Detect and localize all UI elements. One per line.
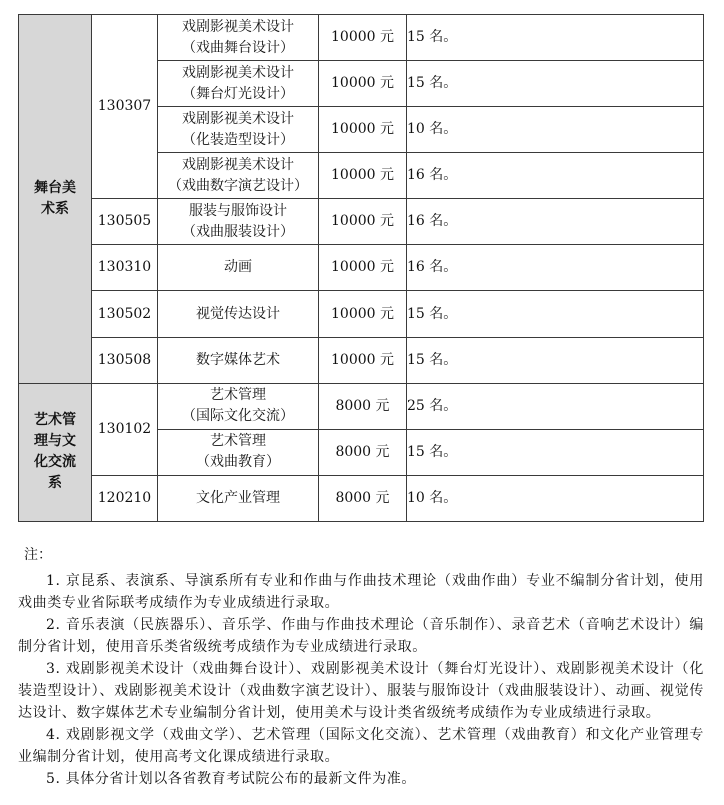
notes-title: 注： [24, 547, 52, 563]
major-name: 艺术管理 [210, 387, 266, 404]
major-name-cell [158, 107, 319, 153]
major-name-cell [158, 429, 319, 475]
major-code-cell: 130307 [92, 15, 158, 199]
note-item-4: 4. 戏剧影视文学（戏曲文学）、艺术管理（国际文化交流）、艺术管理（戏曲教育）和文化产业管理专业编制分省计划，使用高考文化课成绩进行录取。 [18, 727, 704, 765]
note-item-5: 5. 具体分省计划以各省教育考试院公布的最新文件为准。 [46, 771, 417, 787]
major-direction: （戏曲服装设计） [182, 223, 294, 240]
note-item-3: 3. 戏剧影视美术设计（戏曲舞台设计）、戏剧影视美术设计（舞台灯光设计）、戏剧影视美术设计（化装造型设计）、戏剧影视美术设计（戏曲数字演艺设计）、服装与服饰设计（戏曲服装设计）、动画、视觉传达设计、数字媒体艺术专业编制分省计划，使用美术与设计类省级统考成绩作为专业成绩进行录取。 [18, 661, 704, 721]
tuition-fee-cell: 10000 元 [319, 291, 407, 337]
enrollment-quota-cell: 10 名。 [407, 107, 704, 153]
enrollment-quota-cell: 15 名。 [407, 61, 704, 107]
tuition-fee-cell: 10000 元 [319, 61, 407, 107]
enrollment-quota-cell: 15 名。 [407, 291, 704, 337]
enrollment-quota-cell: 16 名。 [407, 199, 704, 245]
tuition-fee-cell: 8000 元 [319, 429, 407, 475]
major-direction: （戏曲数字演艺设计） [168, 177, 308, 194]
table-row [19, 475, 704, 521]
major-name-cell [158, 61, 319, 107]
department-cell [19, 383, 92, 521]
major-name-cell [158, 153, 319, 199]
tuition-fee-cell: 8000 元 [319, 475, 407, 521]
department-name: 艺术管理与文化交流系 [34, 412, 76, 492]
major-name-cell [158, 15, 319, 61]
enrollment-quota-cell: 10 名。 [407, 475, 704, 521]
table-row [19, 337, 704, 383]
major-name: 戏剧影视美术设计 [182, 156, 294, 173]
table-row [19, 245, 704, 291]
major-name: 数字媒体艺术 [196, 351, 280, 368]
table-row [19, 199, 704, 245]
major-code-cell: 130310 [92, 245, 158, 291]
enrollment-quota-cell: 16 名。 [407, 245, 704, 291]
major-code-cell: 130505 [92, 199, 158, 245]
major-name-cell [158, 337, 319, 383]
major-name: 艺术管理 [210, 433, 266, 450]
tuition-fee-cell: 8000 元 [319, 383, 407, 429]
enrollment-quota-cell: 15 名。 [407, 429, 704, 475]
major-name: 动画 [224, 259, 252, 276]
major-code-cell: 130508 [92, 337, 158, 383]
major-name-cell [158, 199, 319, 245]
major-direction: （戏曲教育） [196, 454, 280, 471]
tuition-fee-cell: 10000 元 [319, 199, 407, 245]
enrollment-quota-cell: 16 名。 [407, 153, 704, 199]
table-row [19, 383, 704, 429]
major-direction: （舞台灯光设计） [182, 85, 294, 102]
major-code-cell: 130102 [92, 383, 158, 475]
major-name-cell [158, 475, 319, 521]
major-name-cell [158, 245, 319, 291]
note-item-1: 1. 京昆系、表演系、导演系所有专业和作曲与作曲技术理论（戏曲作曲）专业不编制分省计划，使用戏曲类专业省际联考成绩作为专业成绩进行录取。 [18, 573, 704, 611]
major-name-cell [158, 383, 319, 429]
major-name: 戏剧影视美术设计 [182, 110, 294, 127]
major-code-cell: 120210 [92, 475, 158, 521]
major-name-cell [158, 291, 319, 337]
major-name: 视觉传达设计 [196, 305, 280, 322]
major-name: 戏剧影视美术设计 [182, 64, 294, 81]
enrollment-plan-table [18, 14, 704, 522]
department-cell [19, 15, 92, 384]
tuition-fee-cell: 10000 元 [319, 107, 407, 153]
major-code-cell: 130502 [92, 291, 158, 337]
note-item-2: 2. 音乐表演（民族器乐）、音乐学、作曲与作曲技术理论（音乐制作）、录音艺术（音响艺术设计）编制分省计划，使用音乐类省级统考成绩作为专业成绩进行录取。 [18, 617, 704, 655]
major-name: 戏剧影视美术设计 [182, 18, 294, 35]
major-direction: （化装造型设计） [182, 131, 294, 148]
department-name: 舞台美术系 [34, 179, 76, 217]
major-name: 服装与服饰设计 [189, 202, 287, 219]
tuition-fee-cell: 10000 元 [319, 245, 407, 291]
table-row [19, 291, 704, 337]
major-direction: （戏曲舞台设计） [182, 39, 294, 56]
enrollment-quota-cell: 15 名。 [407, 337, 704, 383]
tuition-fee-cell: 10000 元 [319, 153, 407, 199]
major-name: 文化产业管理 [196, 489, 280, 506]
enrollment-quota-cell: 15 名。 [407, 15, 704, 61]
major-direction: （国际文化交流） [182, 408, 294, 425]
notes-section [18, 544, 704, 790]
tuition-fee-cell: 10000 元 [319, 337, 407, 383]
tuition-fee-cell: 10000 元 [319, 15, 407, 61]
table-row [19, 15, 704, 61]
enrollment-quota-cell: 25 名。 [407, 383, 704, 429]
